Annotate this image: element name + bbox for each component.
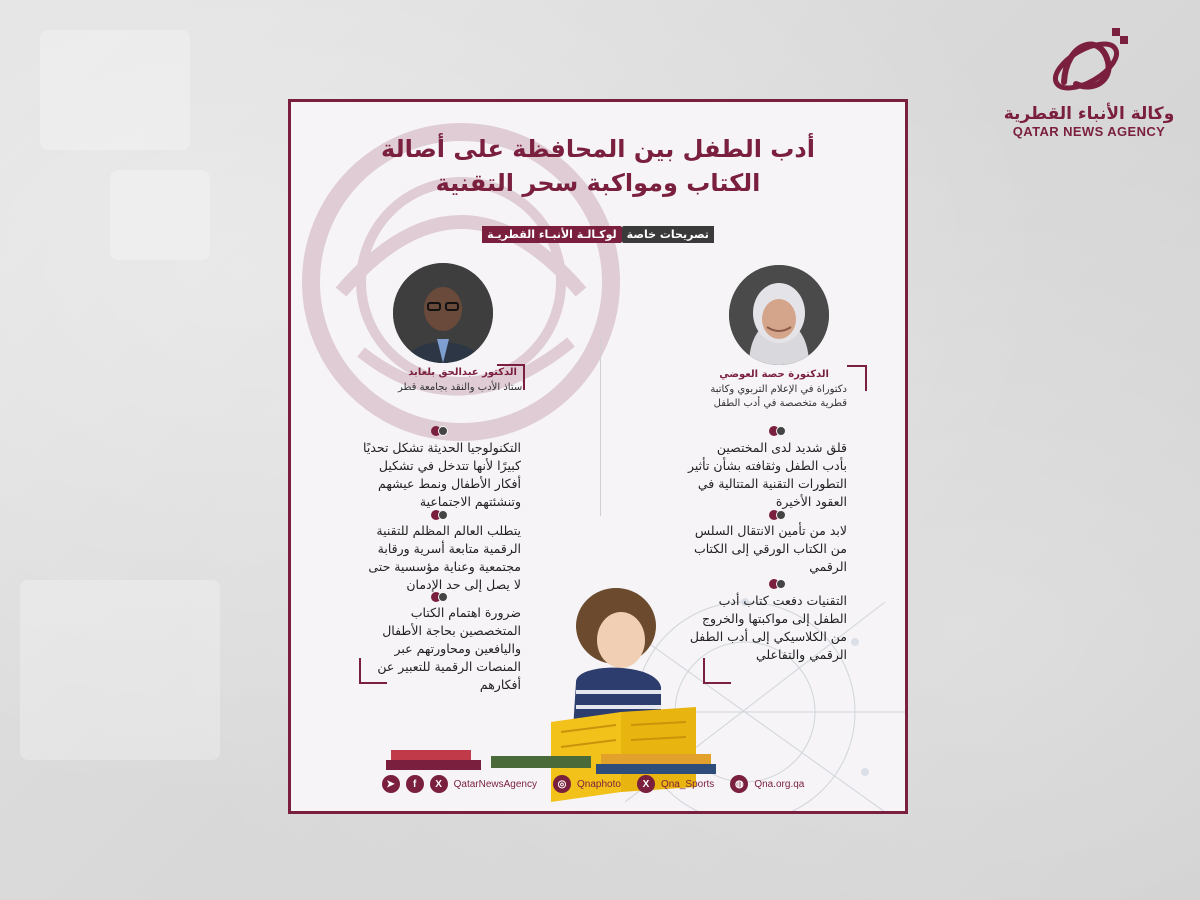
background-shape: [40, 30, 190, 150]
handle-sports[interactable]: Qna_Sports: [660, 778, 715, 790]
right-quote-1: [688, 439, 847, 511]
background-shape: [110, 170, 210, 260]
agency-tag: لوكـالـة الأنبـاء القطريـة: [482, 226, 622, 243]
left-quote-3-line-2: المتخصصين بحاجة الأطفال: [382, 623, 521, 638]
right-quote-1-line-1: قلق شديد لدى المختصين: [716, 440, 847, 455]
left-quote-1-line-3: أفكار الأطفال ونمط عيشهم: [378, 476, 521, 491]
qna-emblem-icon: [1046, 22, 1132, 100]
facebook-icon[interactable]: f: [406, 775, 424, 793]
left-quote-1-line-1: التكنولوجيا الحديثة تشكل تحديًا: [363, 440, 521, 455]
quote-marker-icon: [431, 510, 451, 520]
left-quote-2-line-2: الرقمية متابعة أسرية ورقابة: [377, 541, 521, 556]
left-quote-3-line-3: واليافعين ومحاورتهم عبر: [394, 641, 521, 656]
right-quote-3-line-1: التقنيات دفعت كتاب أدب: [718, 593, 847, 608]
handle-photo[interactable]: Qnaphoto: [577, 778, 621, 790]
quote-marker-icon: [431, 592, 451, 602]
left-quote-2-line-3: مجتمعية وعناية مؤسسية حتى: [368, 559, 521, 574]
globe-icon[interactable]: ◍: [730, 775, 748, 793]
agency-logo: [994, 22, 1184, 139]
handle-main[interactable]: QatarNewsAgency: [453, 778, 537, 790]
left-quote-3-line-4: المنصات الرقمية للتعبير عن: [377, 659, 521, 674]
right-speaker-bracket: [847, 365, 867, 391]
left-quote-2-line-4: لا يصل إلى حد الإدمان: [406, 577, 521, 592]
headline-line-1: أدب الطفل بين المحافظة على أصالة: [381, 135, 815, 163]
left-quote-3: [377, 604, 521, 694]
right-quote-1-line-4: العقود الأخيرة: [775, 494, 847, 509]
quote-marker-icon: [431, 426, 451, 436]
right-quote-2-line-1: لابد من تأمين الانتقال السلس: [694, 523, 847, 538]
social-footer: [291, 775, 905, 793]
right-quote-2-line-3: الرقمي: [809, 559, 847, 574]
infographic-card: [288, 99, 908, 814]
telegram-icon[interactable]: ➤: [382, 775, 400, 793]
right-speaker-role: [710, 383, 847, 411]
left-speaker-bracket: [497, 364, 525, 390]
right-quote-1-line-2: بأدب الطفل وثقافته بشأن تأثير: [688, 458, 847, 473]
headline: [291, 132, 905, 200]
background-shape: [20, 580, 220, 760]
left-quote-1: [363, 439, 521, 511]
left-quote-3-line-5: أفكارهم: [479, 677, 521, 692]
left-quote-1-line-4: وتنشئتهم الاجتماعية: [419, 494, 521, 509]
left-quote-1-line-2: كبيرًا لأنها تتدخل في تشكيل: [378, 458, 521, 473]
left-quote-2-line-1: يتطلب العالم المظلم للتقنية: [376, 523, 521, 538]
right-speaker-role-line-2: قطرية متخصصة في أدب الطفل: [713, 398, 847, 409]
right-quote-3-line-4: الرقمي والتفاعلي: [755, 647, 847, 662]
right-speaker-role-line-1: دكتوراة في الإعلام التربوي وكاتبة: [710, 384, 847, 395]
exclusive-tag: تصريحات خاصة: [622, 226, 714, 243]
left-speaker-name: الدكتور عبدالحق بلعابد: [408, 367, 517, 378]
agency-name-arabic: وكالة الأنباء القطرية: [1003, 104, 1175, 124]
left-speaker-role: أستاذ الأدب والنقد بجامعة قطر: [397, 382, 525, 393]
left-quote-3-line-1: ضرورة اهتمام الكتاب: [410, 605, 521, 620]
right-quote-1-line-3: التطورات التقنية المتتالية في: [697, 476, 847, 491]
website-link[interactable]: Qna.org.qa: [754, 778, 805, 790]
agency-name-english: QATAR NEWS AGENCY: [1012, 124, 1166, 139]
x-icon[interactable]: X: [430, 775, 448, 793]
avatar-right-speaker: [729, 265, 829, 365]
quote-marker-icon: [769, 579, 789, 589]
right-quote-2-line-2: من الكتاب الورقي إلى الكتاب: [693, 541, 847, 556]
x-icon[interactable]: X: [637, 775, 655, 793]
quote-marker-icon: [769, 426, 789, 436]
source-tag: [291, 226, 905, 243]
avatar-left-speaker: [393, 263, 493, 363]
right-quote-3-line-3: من الكلاسيكي إلى أدب الطفل: [689, 629, 847, 644]
right-speaker-name: الدكتورة حصة العوضي: [719, 369, 829, 380]
quote-marker-icon: [769, 510, 789, 520]
left-quote-2: [368, 522, 521, 594]
column-divider: [600, 338, 601, 516]
right-quote-3-line-2: الطفل إلى مواكبتها والخروج: [701, 611, 847, 626]
headline-line-2: الكتاب ومواكبة سحر التقنية: [435, 169, 761, 197]
instagram-icon[interactable]: ◎: [553, 775, 571, 793]
left-quotes-bracket: [359, 658, 387, 684]
